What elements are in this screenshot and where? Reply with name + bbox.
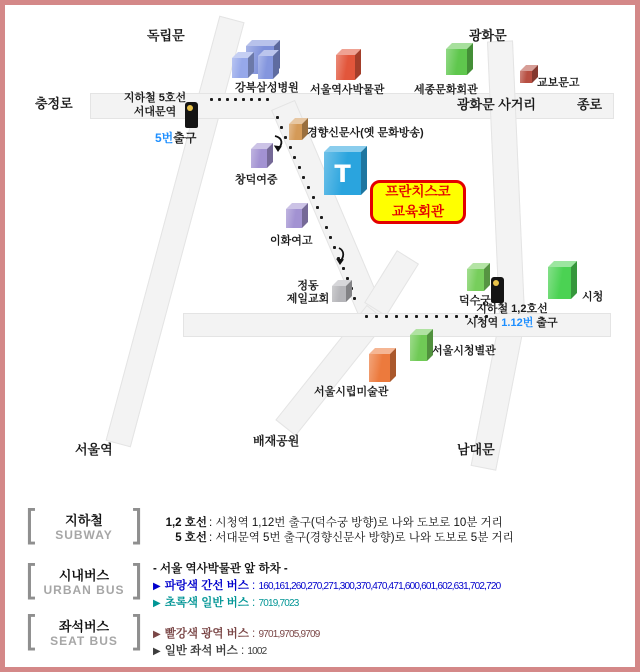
side-face [302, 203, 308, 228]
side-face [267, 143, 273, 168]
exit-5-number: 5번 [155, 131, 174, 145]
blue-bus-numbers: 160,161,260,270,271,300,370,470,471,600,601,602,631,702,720 [258, 581, 501, 592]
line-5-label: 5 호선 [175, 532, 207, 544]
place-label-gwanghwamun-sageori: 광화문 사거리 [457, 97, 536, 112]
side-face [390, 348, 396, 382]
triangle-bullet-icon: ▶ [153, 598, 161, 609]
label-kangbuk-samsung: 강북삼성병원 [235, 82, 299, 94]
route-dot [210, 98, 213, 101]
subway-direction-line-5 [153, 531, 514, 545]
label-sejong-center: 세종문화회관 [414, 84, 478, 96]
route-dot [284, 136, 287, 139]
separator: : [248, 628, 259, 640]
cityhall-exit [453, 316, 571, 330]
building-city-hall-annex [410, 335, 427, 361]
route-dot [298, 166, 301, 169]
building-kangbuk-samsung [258, 56, 273, 79]
route-dot [312, 196, 315, 199]
sign-line-1: 프란치스코 [385, 184, 451, 199]
label-seoul-art-museum: 서울시립미술관 [314, 386, 389, 398]
route-dot [425, 315, 428, 318]
route-dot [234, 98, 237, 101]
route-dot [405, 315, 408, 318]
bus-line-green-local [153, 596, 299, 611]
route-dot [289, 146, 292, 149]
label-kyobo-bookstore: 교보문고 [537, 77, 580, 89]
triangle-bullet-icon: ▶ [153, 581, 161, 592]
building-seoul-history-museum [336, 55, 355, 80]
route-dot [258, 98, 261, 101]
line-12-label: 1,2 호선 [165, 517, 207, 529]
place-label-chungjeongno: 충정로 [35, 96, 73, 111]
seodaemun-name: 서대문역 [133, 106, 177, 118]
route-dot [316, 206, 319, 209]
building-kyunghyang-shinmun [289, 124, 302, 140]
line-5-text: : 서대문역 5번 출구(경향신문사 방향)로 나와 도보로 5분 거리 [209, 532, 514, 544]
seodaemun-line: 지하철 5호선 [123, 92, 187, 104]
side-face [467, 43, 473, 75]
side-face [273, 50, 279, 79]
seat-bus-label: 일반 좌석 버스 [164, 645, 238, 657]
separator: : [237, 645, 248, 657]
subway-direction-line-12 [153, 516, 503, 530]
cityhall-line: 지하철 1,2호선 [476, 303, 548, 315]
place-label-baejae-park: 배재공원 [253, 434, 300, 448]
building-jeongdong-church [332, 286, 346, 302]
cityhall-exit-post: 출구 [533, 317, 558, 329]
place-label-gwanghwamun: 광화문 [469, 28, 507, 43]
label-deoksugung: 덕수궁 [459, 295, 491, 307]
cityhall-exit-number: 1.12번 [501, 317, 534, 329]
building-francisco-building [324, 152, 361, 195]
line-12-text: : 시청역 1,12번 출구(덕수궁 방향)로 나와 도보로 10분 거리 [209, 517, 503, 529]
route-dot [218, 98, 221, 101]
route-dot [395, 315, 398, 318]
building-changdeok-girls-middle [251, 149, 267, 168]
label-kyunghyang-shinmun: 경향신문사(옛 문화방송) [307, 127, 424, 139]
map-area [5, 5, 635, 500]
route-dot [302, 176, 305, 179]
building-seoul-art-museum [369, 354, 390, 382]
legend-urban-bus-en: URBAN BUS [43, 583, 125, 597]
legend-urban-bus-kr: 시내버스 [58, 568, 110, 583]
place-label-jongno: 종로 [577, 97, 603, 112]
legend-seat-bus-kr: 좌석버스 [58, 619, 110, 634]
green-bus-numbers: 7019,7023 [258, 598, 299, 609]
legend-subway-kr: 지하철 [65, 513, 103, 528]
urban-bus-stop-header: - 서울 역사박물관 앞 하차 - [153, 563, 288, 575]
route-dot [293, 156, 296, 159]
route-dot [226, 98, 229, 101]
bracket-right: ] [129, 608, 143, 656]
triangle-bullet-icon: ▶ [153, 646, 161, 657]
label-seoul-history-museum: 서울역사박물관 [310, 84, 385, 96]
bracket-left: [ [25, 608, 39, 656]
blue-bus-label: 파랑색 간선 버스 [164, 580, 249, 592]
francisco-education-center-sign [370, 180, 466, 224]
route-dot [342, 267, 345, 270]
subway-exit-icon-cityhall [491, 277, 504, 303]
route-dot [329, 236, 332, 239]
route-dot [385, 315, 388, 318]
green-bus-label: 초록색 일반 버스 [164, 597, 249, 609]
separator: : [248, 597, 259, 609]
route-dot [325, 226, 328, 229]
exit-icon-dot [493, 280, 499, 286]
cityhall-exit-pre: 시청역 [466, 317, 502, 329]
legend-seat-bus-en: SEAT BUS [50, 634, 118, 648]
red-bus-numbers: 9701,9705,9709 [258, 629, 320, 640]
bracket-right: ] [129, 557, 143, 605]
route-dot [337, 257, 340, 260]
route-dot [435, 315, 438, 318]
bus-line-blue-trunk [153, 579, 500, 594]
place-label-namdaemun: 남대문 [457, 442, 495, 457]
tau-cross-glyph: T [334, 159, 351, 188]
building-sejong-center [446, 49, 467, 75]
legend-group-seat-bus [25, 608, 143, 656]
side-face [571, 261, 577, 299]
legend-group-urban-bus [25, 557, 143, 605]
label-jeongdong-church: 정동 제일교회 [286, 280, 330, 305]
seat-bus-numbers: 1002 [247, 646, 267, 657]
route-dot [375, 315, 378, 318]
place-label-seoul-station: 서울역 [75, 442, 113, 457]
bracket-left: [ [25, 557, 39, 605]
legend-subway-en: SUBWAY [55, 528, 113, 542]
side-face [355, 49, 361, 80]
sign-line-2: 교육회관 [391, 204, 445, 219]
route-dot [445, 315, 448, 318]
route-dot [276, 116, 279, 119]
building-ewha-girls-high [286, 209, 302, 228]
route-dot [365, 315, 368, 318]
route-dot [307, 186, 310, 189]
label-ewha-girls-high: 이화여고 [270, 235, 313, 247]
building-deoksugung [467, 269, 484, 291]
route-dot [280, 126, 283, 129]
triangle-bullet-icon: ▶ [153, 629, 161, 640]
side-face [361, 146, 367, 195]
place-label-dongnimmun: 독립문 [147, 28, 185, 43]
route-dot [266, 98, 269, 101]
label-city-hall: 시청 [582, 291, 604, 303]
label-city-hall-annex: 서울시청별관 [432, 345, 496, 357]
separator: : [248, 580, 259, 592]
red-bus-label: 빨강색 광역 버스 [164, 628, 249, 640]
route-dot [242, 98, 245, 101]
building-city-hall [548, 267, 571, 299]
side-face [484, 263, 490, 291]
bus-line-general-seat [153, 644, 266, 659]
bracket-right: ] [129, 502, 143, 550]
exit-5-word: 출구 [173, 131, 197, 145]
side-face [248, 52, 254, 78]
route-dot [250, 98, 253, 101]
building-kyobo-bookstore [520, 71, 532, 83]
road-dongnimmun-seoulstation [106, 16, 245, 448]
route-dot [415, 315, 418, 318]
legend-group-subway [25, 502, 143, 550]
label-changdeok-girls-middle: 창덕여중 [235, 174, 278, 186]
exit-5-label [155, 131, 196, 145]
bus-line-red-express [153, 627, 320, 642]
seodaemun-station-label [117, 91, 193, 119]
building-kangbuk-samsung-left [232, 58, 248, 78]
bracket-left: [ [25, 502, 39, 550]
